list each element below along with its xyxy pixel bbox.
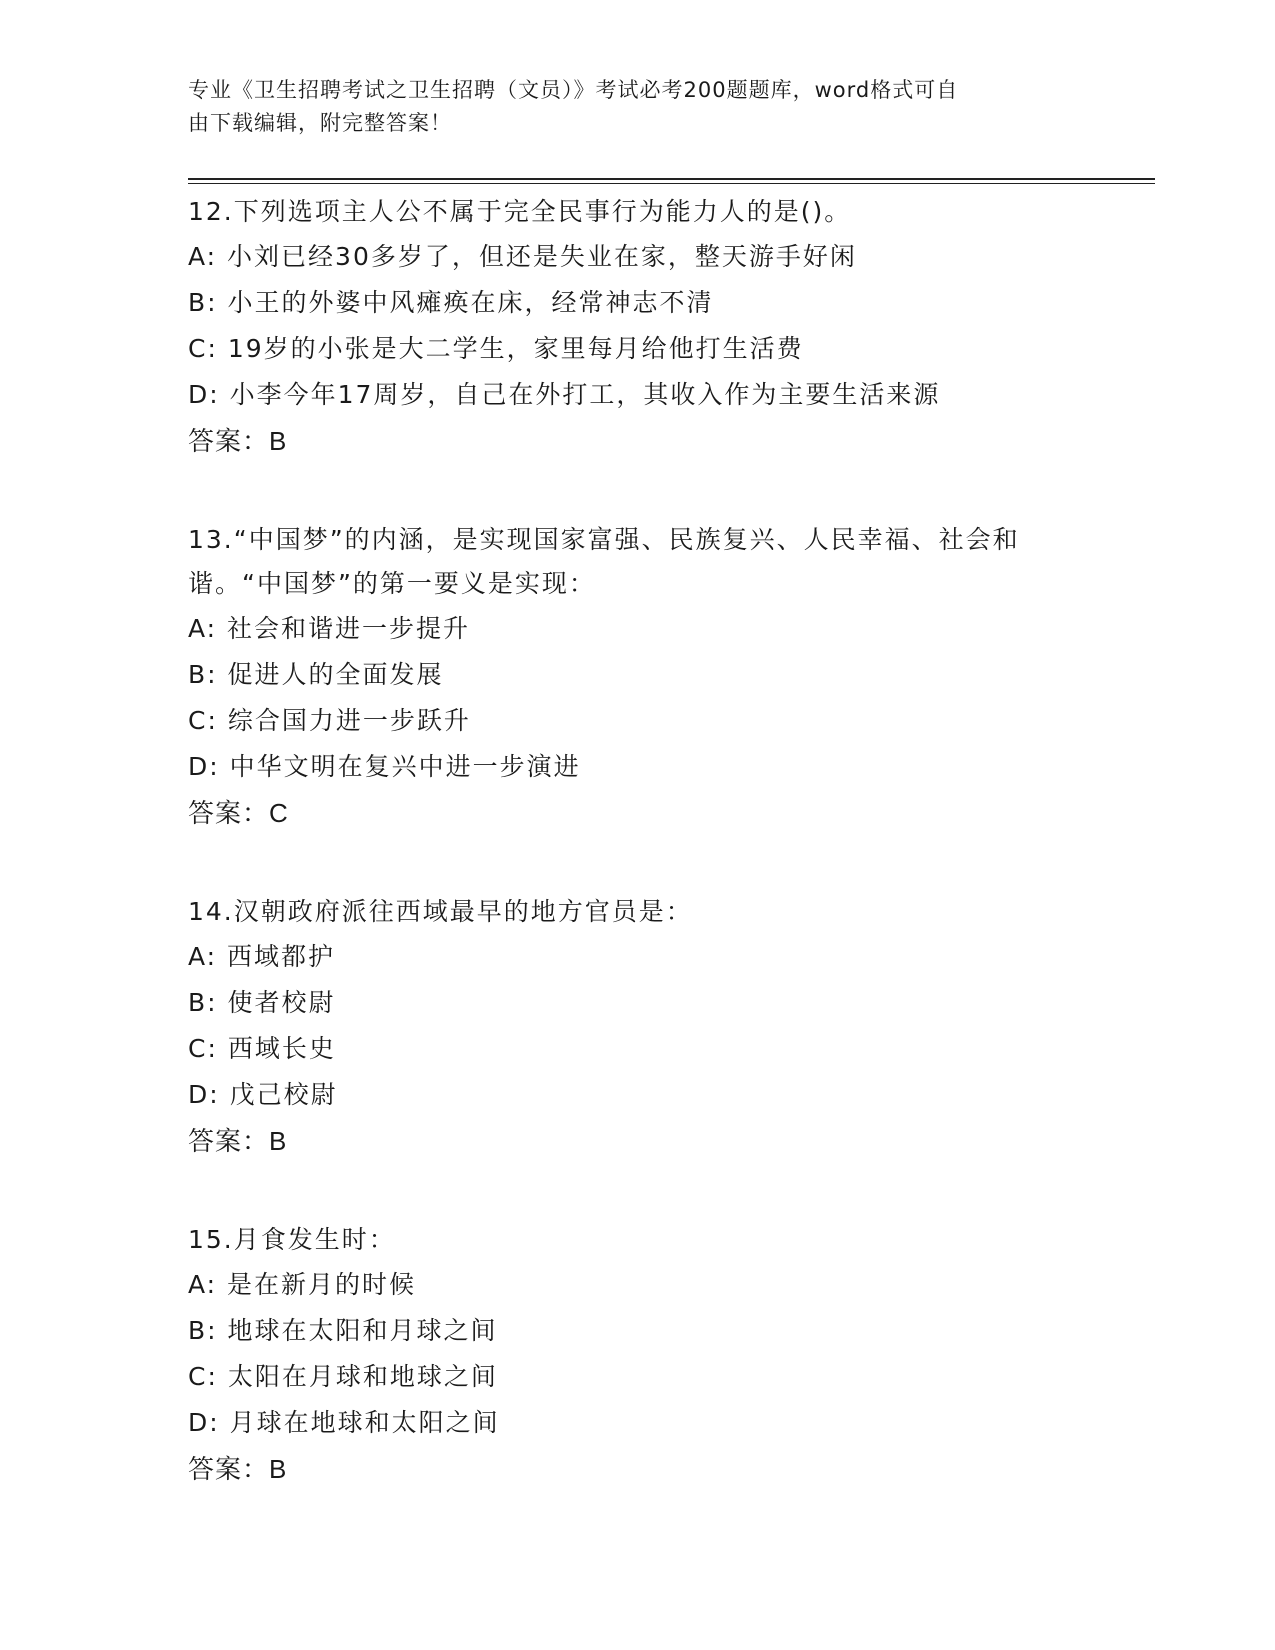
question-stem: 14.汉朝政府派往西域最早的地方官员是： xyxy=(188,897,693,926)
option-d: D: 中华文明在复兴中进一步演进 xyxy=(188,752,581,781)
question-list xyxy=(188,190,1088,1546)
option-b: B: 小王的外婆中风瘫痪在床，经常神志不清 xyxy=(188,288,714,317)
question-12 xyxy=(188,190,1088,464)
option-c: C: 19岁的小张是大二学生，家里每月给他打生活费 xyxy=(188,334,804,363)
option-b: B: 促进人的全面发展 xyxy=(188,660,444,689)
question-stem: 15.月食发生时： xyxy=(188,1225,396,1254)
document-header xyxy=(188,74,1088,140)
header-line-1: 专业《卫生招聘考试之卫生招聘（文员）》考试必考200题题库，word格式可自 xyxy=(188,78,959,102)
option-c: C: 太阳在月球和地球之间 xyxy=(188,1362,498,1391)
answer-label: 答案：B xyxy=(188,426,288,456)
answer-label: 答案：B xyxy=(188,1126,288,1156)
question-stem: 12.下列选项主人公不属于完全民事行为能力人的是()。 xyxy=(188,197,852,226)
option-b: B: 地球在太阳和月球之间 xyxy=(188,1316,498,1345)
option-b: B: 使者校尉 xyxy=(188,988,336,1017)
option-a: A: 是在新月的时候 xyxy=(188,1270,417,1299)
option-a: A: 西域都护 xyxy=(188,942,336,971)
option-d: D: 月球在地球和太阳之间 xyxy=(188,1408,500,1437)
header-divider-thick xyxy=(188,178,1155,180)
question-15 xyxy=(188,1218,1088,1492)
option-c: C: 西域长史 xyxy=(188,1034,336,1063)
option-c: C: 综合国力进一步跃升 xyxy=(188,706,471,735)
answer-label: 答案：B xyxy=(188,1454,288,1484)
header-divider-thin xyxy=(188,183,1155,184)
question-13 xyxy=(188,518,1088,836)
option-a: A: 社会和谐进一步提升 xyxy=(188,614,471,643)
answer-label: 答案：C xyxy=(188,798,289,828)
question-stem: 13.“中国梦”的内涵，是实现国家富强、民族复兴、人民幸福、社会和谐。“中国梦”的第一要义是实现： xyxy=(188,525,1020,598)
option-d: D: 小李今年17周岁，自己在外打工，其收入作为主要生活来源 xyxy=(188,380,941,409)
option-a: A: 小刘已经30多岁了，但还是失业在家，整天游手好闲 xyxy=(188,242,857,271)
option-d: D: 戊己校尉 xyxy=(188,1080,338,1109)
question-14 xyxy=(188,890,1088,1164)
header-line-2: 由下载编辑，附完整答案！ xyxy=(188,111,452,135)
